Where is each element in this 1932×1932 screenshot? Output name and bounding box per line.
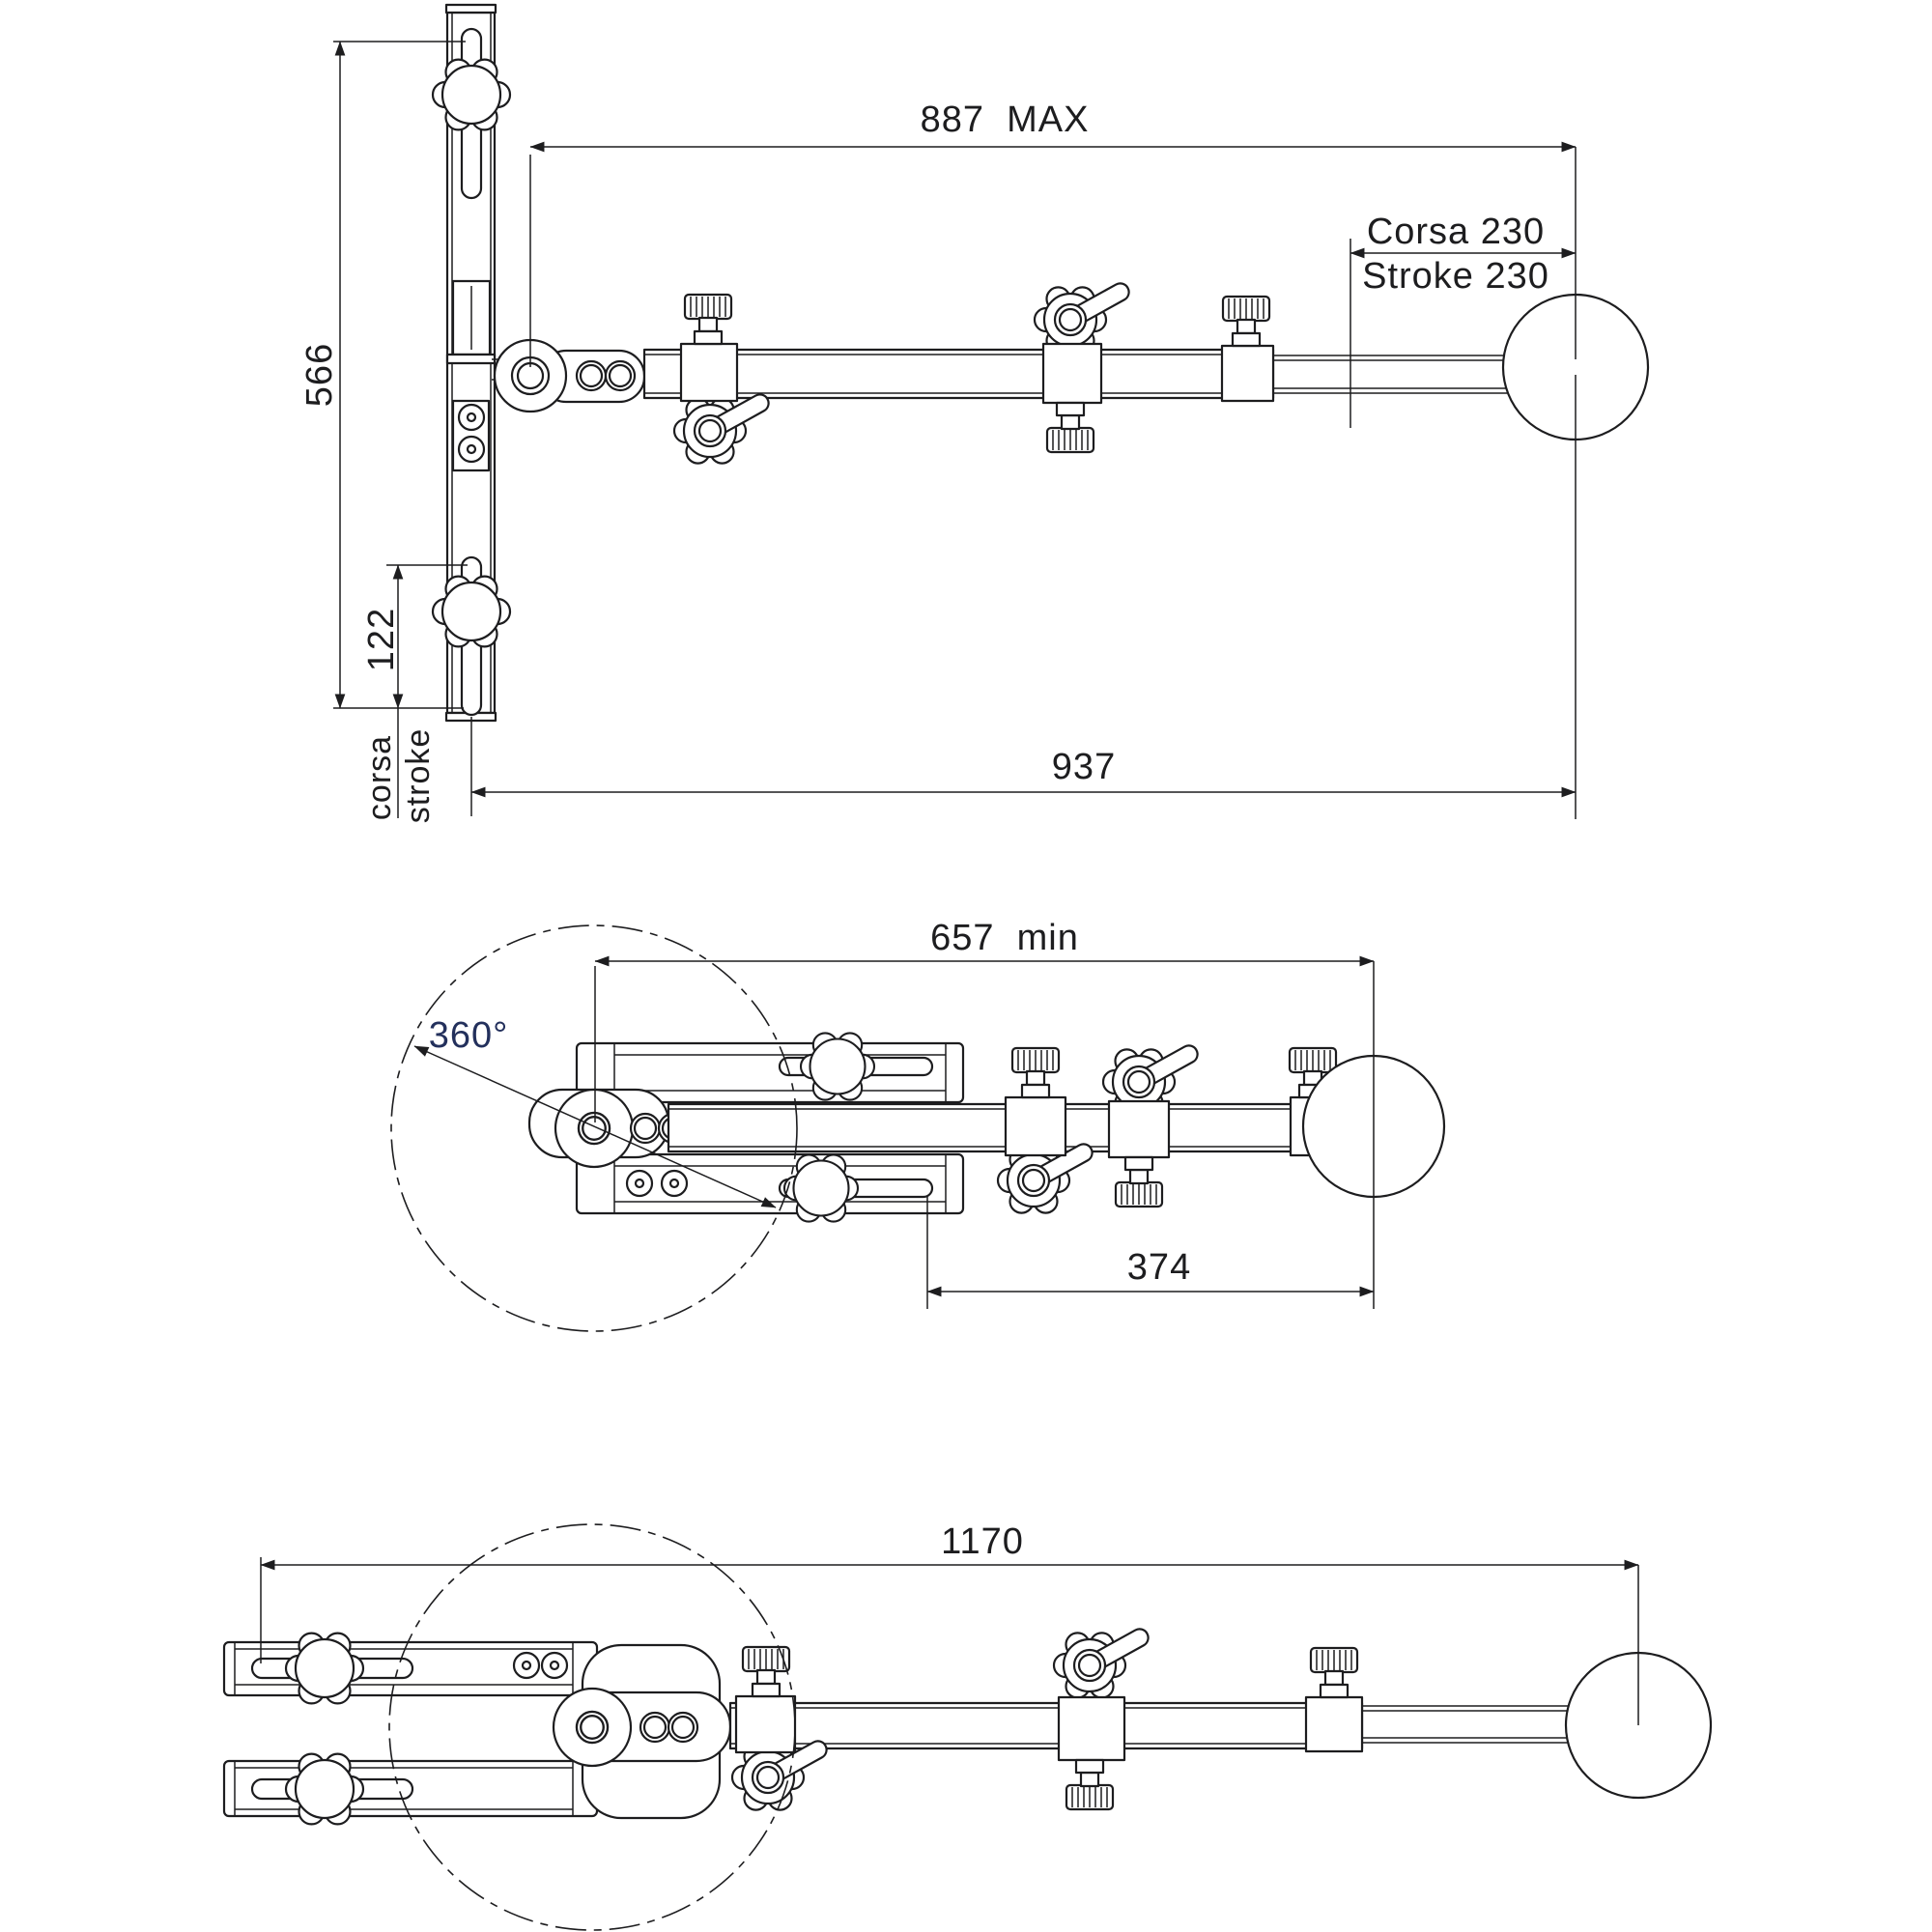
arm-bar-middle bbox=[668, 1104, 1303, 1151]
clamp3b-block bbox=[1306, 1697, 1362, 1751]
clamp2-block bbox=[1043, 344, 1101, 403]
clamp1b-block bbox=[736, 1696, 795, 1752]
clamp2-thumbscrew bbox=[1047, 403, 1094, 452]
dim-374-label: 374 bbox=[1126, 1247, 1192, 1288]
dim-657-label: 657 min bbox=[930, 918, 1079, 958]
clampA-block bbox=[1006, 1097, 1065, 1155]
clamp2-lever-knob bbox=[1035, 280, 1132, 352]
clamp2b-block bbox=[1059, 1697, 1124, 1760]
arm-bar bbox=[644, 350, 1273, 398]
clampB-thumbscrew bbox=[1116, 1157, 1162, 1207]
view-middle bbox=[391, 918, 1444, 1331]
clamp1-lever-knob bbox=[674, 391, 772, 463]
cross-slide-bars-bottom bbox=[224, 1634, 597, 1825]
horizontal-arm bbox=[492, 280, 1648, 463]
clampB-block bbox=[1109, 1101, 1169, 1157]
dim-stroke-label: Stroke 230 bbox=[1362, 256, 1549, 297]
dim-566-label: 566 bbox=[299, 342, 340, 408]
dim-corsa-label: Corsa 230 bbox=[1366, 212, 1546, 252]
view-bottom bbox=[224, 1521, 1711, 1930]
arm-bottom bbox=[730, 1626, 1711, 1809]
view-top bbox=[299, 5, 1648, 823]
arm-bar-bottom bbox=[730, 1703, 1362, 1748]
clamp3-block bbox=[1222, 346, 1273, 401]
clamp1-thumbscrew bbox=[685, 295, 731, 344]
clamp3-thumbscrew bbox=[1223, 297, 1269, 346]
clampA-thumbscrew bbox=[1012, 1048, 1059, 1097]
dim-1170-label: 1170 bbox=[941, 1521, 1024, 1562]
clamp2b-lever-knob bbox=[1054, 1626, 1151, 1697]
rail-knob-top bbox=[433, 60, 510, 130]
clamp3b-thumbscrew bbox=[1311, 1648, 1357, 1697]
dim-937-label: 937 bbox=[1051, 747, 1117, 787]
clamp2b-thumbscrew bbox=[1066, 1760, 1113, 1809]
clamp1-block bbox=[681, 344, 737, 401]
dim-122-label: 122 bbox=[361, 607, 402, 672]
dim-887-label: 887 MAX bbox=[920, 99, 1090, 140]
rail-knob-bottom bbox=[433, 577, 510, 647]
label-stroke-word: stroke bbox=[400, 727, 437, 824]
label-corsa-word: corsa bbox=[361, 734, 398, 821]
dim-360-label: 360° bbox=[428, 1015, 509, 1056]
